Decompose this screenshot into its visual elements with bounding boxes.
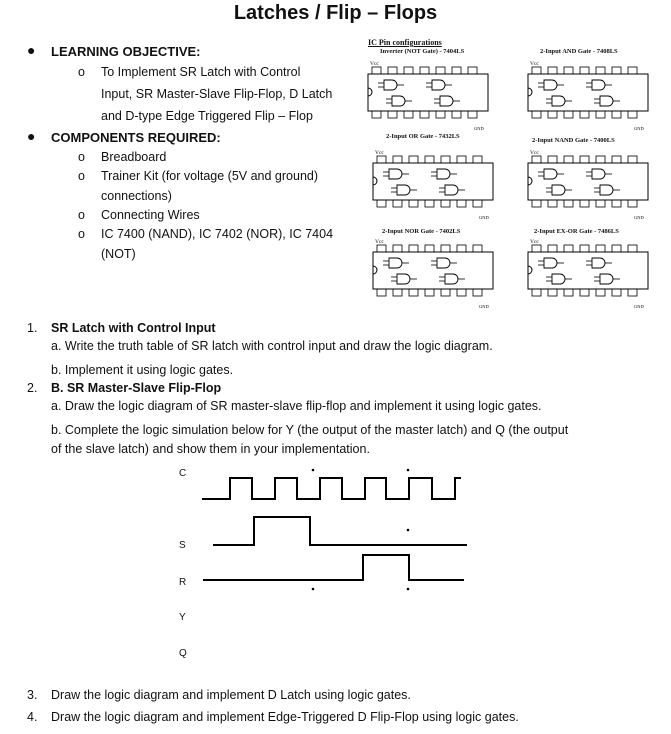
vcc-label: Vcc — [530, 61, 539, 67]
waveform-r — [203, 555, 464, 580]
task-title: B. SR Master-Slave Flip-Flop — [51, 381, 222, 395]
task-item: b. Complete the logic simulation below for Y (the output of the master latch) and Q (the output — [51, 423, 569, 437]
task-number: 1. — [27, 321, 38, 335]
gnd-label: GND — [479, 215, 489, 220]
learning-objective-heading: LEARNING OBJECTIVE: — [51, 44, 201, 59]
task-title: Draw the logic diagram and implement D Latch using logic gates. — [51, 688, 411, 702]
learning-line: and D-type Edge Triggered Flip – Flop — [101, 109, 313, 123]
component-item: (NOT) — [101, 247, 136, 261]
gnd-label: GND — [474, 126, 484, 131]
sub-bullet: o — [78, 227, 85, 241]
signal-label-c: C — [179, 468, 187, 479]
sub-bullet: o — [78, 208, 85, 222]
ic-label-7486: 2-Input EX-OR Gate - 7486LS — [534, 228, 619, 235]
component-item: connections) — [101, 189, 172, 203]
reference-dot — [407, 588, 410, 591]
signal-label-r: R — [179, 577, 187, 588]
vcc-label: Vcc — [530, 239, 539, 245]
signal-label-q: Q — [179, 648, 187, 659]
task-item: of the slave latch) and show them in your implementation. — [51, 442, 370, 456]
task-title: SR Latch with Control Input — [51, 321, 216, 335]
component-item: Breadboard — [101, 150, 167, 164]
gnd-label: GND — [479, 304, 489, 309]
signal-label-s: S — [179, 540, 186, 551]
gnd-label: GND — [634, 304, 644, 309]
reference-dot — [407, 529, 410, 532]
gnd-label: GND — [634, 215, 644, 220]
signal-label-y: Y — [179, 612, 186, 623]
sub-bullet: o — [78, 65, 85, 79]
gnd-label: GND — [634, 126, 644, 131]
task-number: 3. — [27, 688, 38, 702]
ic-label-7400: 2-Input NAND Gate - 7400LS — [532, 137, 615, 144]
task-number: 2. — [27, 381, 38, 395]
component-item: Connecting Wires — [101, 208, 200, 222]
ic-label-7404: Inverter (NOT Gate) - 7404LS — [380, 48, 465, 55]
ic-label-7432: 2-Input OR Gate - 7432LS — [386, 133, 460, 140]
reference-dot — [312, 588, 315, 591]
reference-dot — [312, 469, 315, 472]
task-item: a. Draw the logic diagram of SR master-slave flip-flop and implement it using logic gates. — [51, 399, 542, 413]
task-item: b. Implement it using logic gates. — [51, 363, 234, 377]
sub-bullet: o — [78, 169, 85, 183]
components-heading: COMPONENTS REQUIRED: — [51, 130, 221, 145]
page-title: Latches / Flip – Flops — [233, 2, 438, 24]
vcc-label: Vcc — [370, 61, 379, 67]
learning-line: Input, SR Master-Slave Flip-Flop, D Latch — [101, 87, 333, 101]
bullet-dot: ● — [27, 128, 36, 144]
task-title: Draw the logic diagram and implement Edge-Triggered D Flip-Flop using logic gates. — [51, 710, 519, 724]
ic-label-7408: 2-Input AND Gate - 7408LS — [540, 48, 618, 55]
component-item: IC 7400 (NAND), IC 7402 (NOR), IC 7404 — [101, 227, 334, 241]
task-item: a. Write the truth table of SR latch with control input and draw the logic diagram. — [51, 339, 493, 353]
vcc-label: Vcc — [375, 239, 384, 245]
sub-bullet: o — [78, 150, 85, 164]
waveform-c — [202, 478, 461, 499]
vcc-label: Vcc — [530, 150, 539, 156]
learning-line: To Implement SR Latch with Control — [101, 65, 301, 79]
ic-label-7402: 2-Input NOR Gate - 7402LS — [382, 228, 461, 235]
ic-panel-heading: IC Pin configurations — [368, 38, 442, 47]
vcc-label: Vcc — [375, 150, 384, 156]
waveform-s — [213, 517, 467, 545]
bullet-dot: ● — [27, 42, 36, 58]
reference-dot — [407, 469, 410, 472]
task-number: 4. — [27, 710, 38, 724]
component-item: Trainer Kit (for voltage (5V and ground) — [101, 169, 319, 183]
